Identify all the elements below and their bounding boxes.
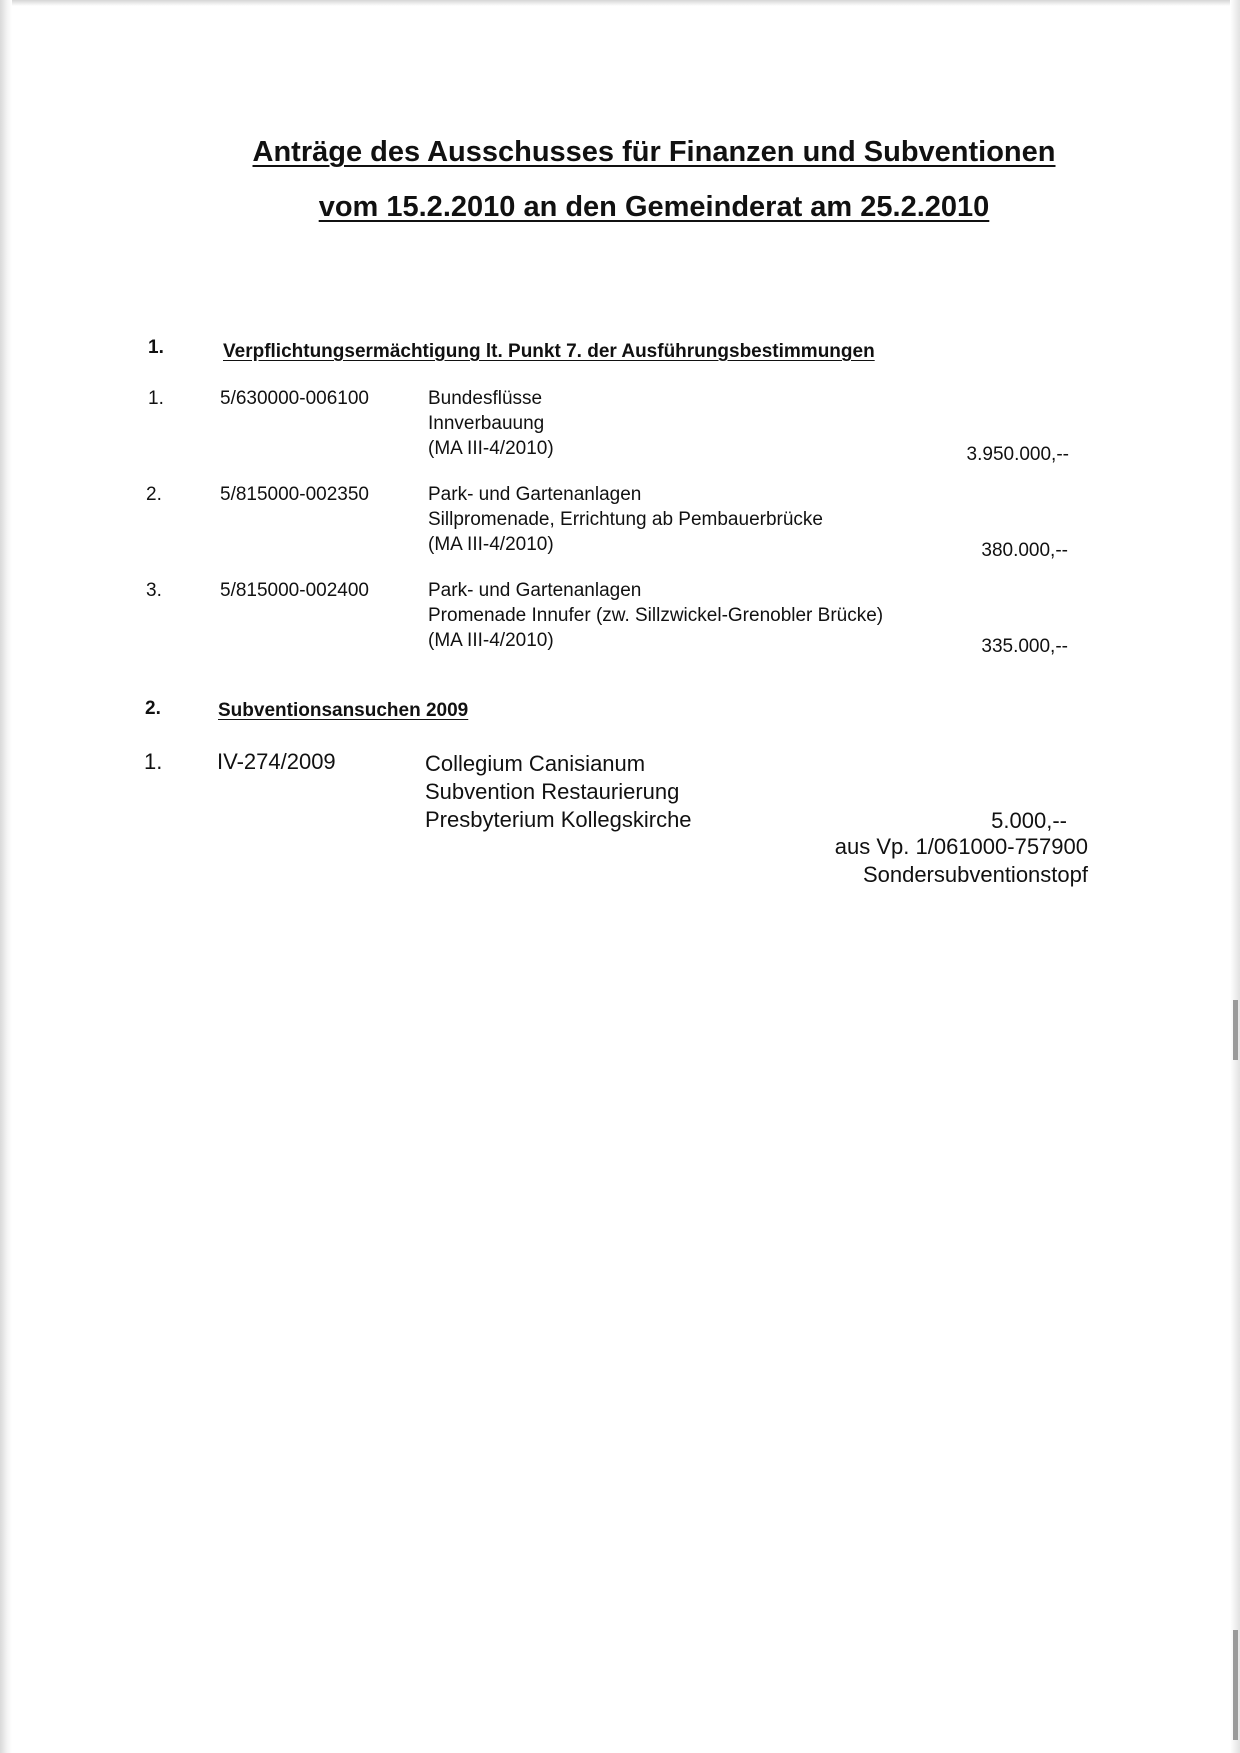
budget-source-line: Sondersubventionstopf — [862, 862, 1088, 887]
section-number: 1. — [148, 337, 164, 358]
scan-edge-left — [0, 0, 12, 1753]
scan-edge-top — [0, 0, 1240, 6]
item-number: 2. — [146, 484, 162, 505]
budget-code: 5/630000-006100 — [220, 388, 369, 409]
description-line: Bundesflüsse — [428, 388, 543, 409]
item-number: 1. — [144, 749, 163, 774]
item-description — [428, 482, 823, 557]
description-line: Presbyterium Kollegskirche — [425, 807, 692, 832]
scan-edge-mark — [1233, 1630, 1238, 1740]
description-line: Sillpromenade, Errichtung ab Pembauerbrücke — [428, 509, 823, 530]
item-amount: 380.000,-- — [981, 540, 1068, 561]
budget-code: 5/815000-002400 — [220, 580, 369, 601]
description-line: (MA III-4/2010) — [428, 630, 554, 651]
section-heading: Verpflichtungsermächtigung lt. Punkt 7. der Ausführungsbestimmungen — [223, 341, 875, 362]
description-line: (MA III-4/2010) — [428, 438, 554, 459]
scan-edge-mark — [1233, 1000, 1238, 1060]
item-description — [428, 386, 554, 461]
description-line: Park- und Gartenanlagen — [428, 484, 642, 505]
description-line: Collegium Canisianum — [425, 751, 646, 776]
scan-edge-right — [1230, 0, 1240, 1753]
item-amount: 335.000,-- — [981, 636, 1068, 657]
item-number: 1. — [148, 388, 164, 409]
description-line: Park- und Gartenanlagen — [428, 580, 642, 601]
description-line: Innverbauung — [428, 413, 545, 434]
document-title-line-1: Anträge des Ausschusses für Finanzen und Subventionen — [252, 136, 1056, 168]
section-number: 2. — [145, 698, 161, 719]
item-description — [428, 578, 883, 653]
item-description — [425, 750, 692, 834]
budget-source-line: aus Vp. 1/061000-757900 — [834, 834, 1088, 859]
budget-code: IV-274/2009 — [217, 749, 336, 774]
section-heading: Subventionsansuchen 2009 — [218, 700, 469, 721]
description-line: Subvention Restaurierung — [425, 779, 680, 804]
document-title-line-2: vom 15.2.2010 an den Gemeinderat am 25.2.2010 — [318, 191, 990, 223]
description-line: (MA III-4/2010) — [428, 534, 554, 555]
item-number: 3. — [146, 580, 162, 601]
budget-source — [835, 833, 1088, 889]
item-amount: 3.950.000,-- — [966, 444, 1069, 465]
item-amount: 5.000,-- — [991, 808, 1067, 833]
description-line: Promenade Innufer (zw. Sillzwickel-Grenobler Brücke) — [428, 605, 884, 626]
budget-code: 5/815000-002350 — [220, 484, 369, 505]
